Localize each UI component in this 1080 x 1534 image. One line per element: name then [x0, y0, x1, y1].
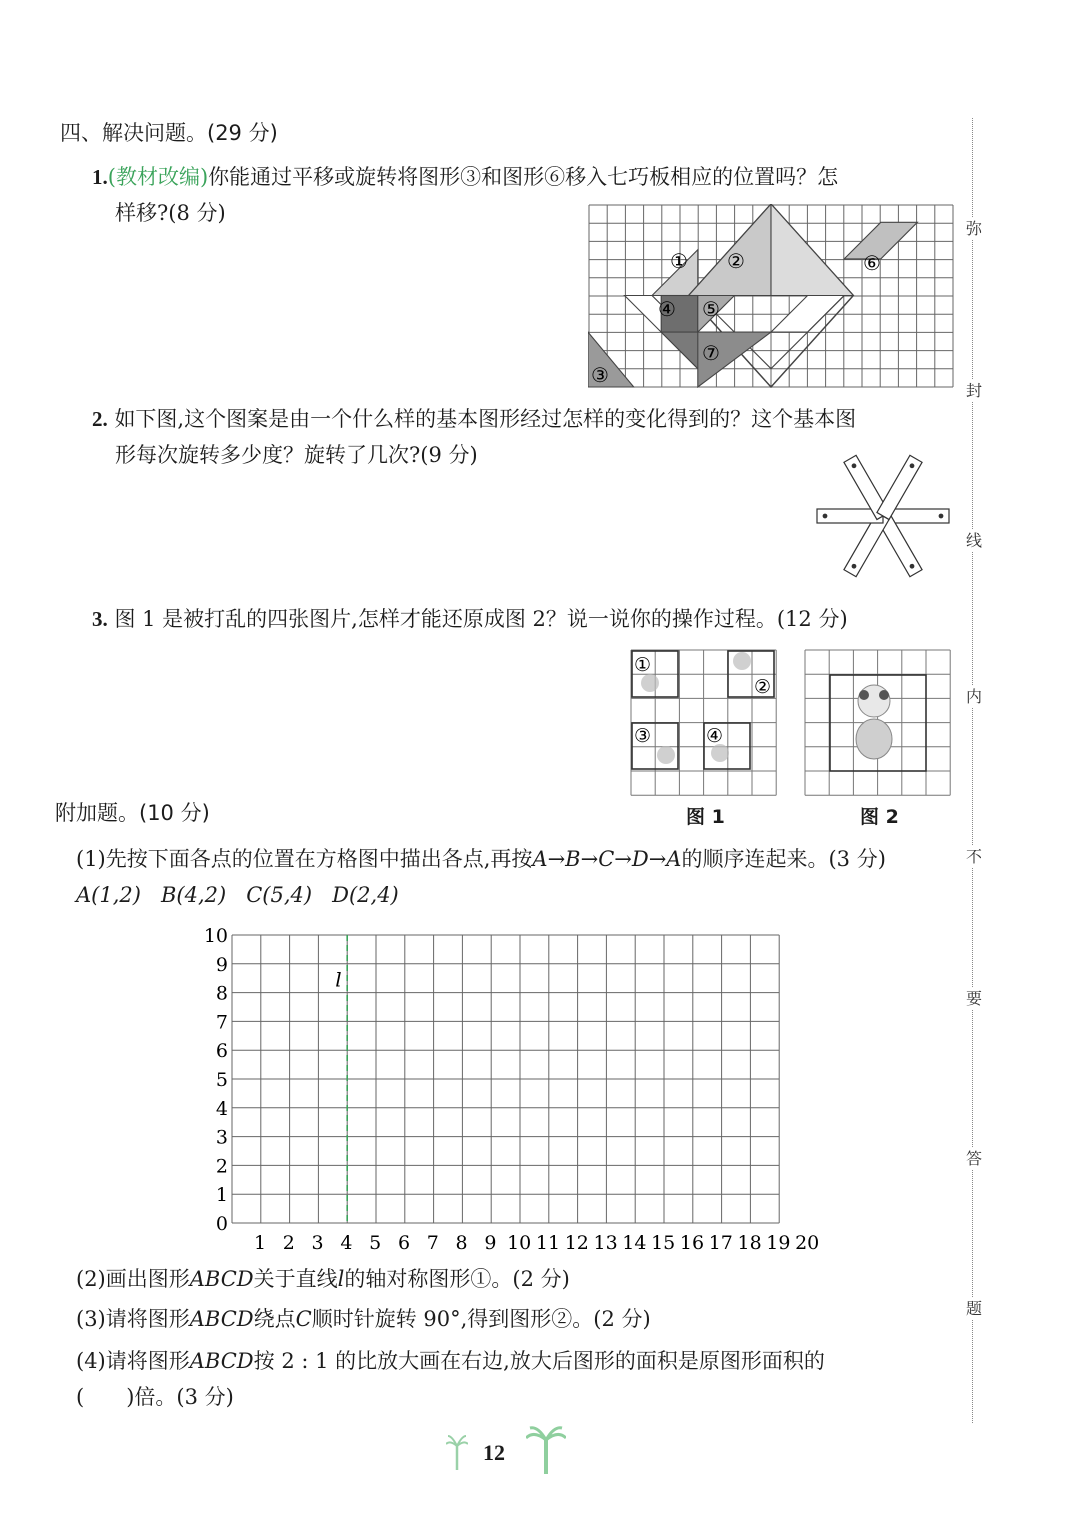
seal-dotted-line	[972, 118, 973, 1423]
seal-char: 内	[962, 686, 986, 708]
palm-tree-icon	[526, 1426, 566, 1476]
x-tick-label: 12	[564, 1232, 589, 1254]
text: 按 2 : 1 的比放大画在右边,放大后图形的面积是原图形面积的	[253, 1349, 825, 1373]
label-4: ④	[658, 297, 676, 321]
point-b: B(4,2)	[160, 883, 227, 907]
page-number: 12	[483, 1440, 505, 1465]
y-axis-labels	[204, 925, 228, 1235]
x-tick-label: 17	[708, 1232, 733, 1254]
tangram-grid-figure	[588, 204, 954, 388]
label-2: ②	[754, 676, 772, 698]
seal-line	[965, 118, 982, 1423]
question-2-line2: 形每次旋转多少度？旋转了几次?(9 分)	[115, 443, 478, 467]
bonus-part-3	[76, 1304, 651, 1334]
label-5: ⑤	[702, 297, 720, 321]
text: (1)先按下面各点的位置在方格图中描出各点,再按	[76, 847, 533, 871]
point-sequence: A→B→C→D→A	[532, 847, 682, 871]
figure-1-scrambled	[630, 649, 778, 797]
section-heading: 四、解决问题。(29 分)	[60, 121, 278, 145]
text: 绕点	[253, 1307, 296, 1331]
bonus-part-4-line2: ( )倍。(3 分)	[76, 1385, 234, 1409]
line-name: l	[337, 1267, 345, 1291]
palm-tree-icon	[446, 1432, 468, 1472]
y-tick-label: 5	[215, 1069, 228, 1091]
x-tick-label: 6	[397, 1232, 411, 1254]
panda-fragment	[733, 652, 751, 670]
seal-char: 要	[962, 988, 986, 1010]
text: 的顺序连起来。(3 分)	[681, 847, 886, 871]
text: (2)画出图形	[76, 1267, 190, 1291]
question-text: 你能通过平移或旋转将图形③和图形⑥移入七巧板相应的位置吗？怎	[208, 165, 839, 189]
x-tick-label: 19	[766, 1232, 791, 1254]
point-c: C(5,4)	[246, 883, 313, 907]
line-l-label: l	[335, 967, 342, 992]
figure-name: ABCD	[189, 1267, 254, 1291]
text: (4)请将图形	[76, 1349, 190, 1373]
tangram-piece-2-fill	[771, 204, 853, 296]
figure-2-restored	[804, 649, 952, 797]
panda-fragment	[641, 674, 659, 692]
seal-char: 弥	[962, 218, 986, 240]
figure-1-caption: 图 1	[686, 806, 725, 828]
x-tick-label: 13	[593, 1232, 618, 1254]
coordinate-grid-lines	[232, 935, 779, 1223]
x-tick-label: 8	[455, 1232, 468, 1254]
point-a: A(1,2)	[76, 883, 141, 907]
source-tag: (教材改编)	[107, 165, 209, 189]
x-tick-label: 14	[622, 1232, 647, 1254]
label-3: ③	[634, 725, 652, 747]
text: 顺时针旋转 90°,得到图形②。(2 分)	[311, 1307, 651, 1331]
point-name: C	[295, 1307, 312, 1331]
x-tick-label: 9	[484, 1232, 497, 1254]
y-tick-label: 0	[215, 1213, 228, 1235]
text: 的轴对称图形①。(2 分)	[344, 1267, 570, 1291]
point-d: D(2,4)	[332, 883, 399, 907]
question-number: 1.	[92, 165, 108, 189]
question-1-line1	[92, 162, 838, 192]
panda-picture	[856, 685, 892, 759]
x-tick-label: 18	[737, 1232, 762, 1254]
point-list	[76, 880, 399, 910]
x-tick-label: 7	[426, 1232, 439, 1254]
label-1: ①	[670, 249, 688, 273]
seal-char: 线	[962, 530, 986, 552]
x-tick-label: 1	[253, 1232, 267, 1254]
y-tick-label: 4	[215, 1097, 228, 1120]
panda-fragment	[657, 746, 675, 764]
question-1-line2: 样移?(8 分)	[115, 201, 226, 225]
figure-name: ABCD	[189, 1307, 254, 1331]
y-tick-label: 10	[203, 925, 228, 947]
label-1: ①	[634, 654, 652, 676]
x-tick-label: 4	[340, 1232, 353, 1254]
x-tick-label: 3	[311, 1232, 324, 1254]
text: (3)请将图形	[76, 1307, 190, 1331]
question-2-line1	[92, 404, 856, 434]
label-6: ⑥	[863, 251, 881, 275]
label-2: ②	[727, 249, 745, 273]
question-text: 如下图,这个图案是由一个什么样的基本图形经过怎样的变化得到的？这个基本图	[114, 407, 857, 431]
x-tick-label: 20	[795, 1232, 820, 1254]
figure-name: ABCD	[189, 1349, 254, 1373]
question-text: 图 1 是被打乱的四张图片,怎样才能还原成图 2？说一说你的操作过程。(12 分)	[114, 607, 848, 631]
bonus-part-4-line1	[76, 1346, 825, 1376]
label-4: ④	[706, 725, 724, 747]
x-tick-label: 15	[651, 1232, 676, 1254]
question-3-line	[92, 604, 848, 634]
label-3: ③	[591, 363, 609, 387]
y-tick-label: 3	[215, 1126, 228, 1149]
y-tick-label: 7	[215, 1011, 228, 1034]
y-tick-label: 9	[215, 953, 228, 976]
question-number: 2.	[92, 407, 108, 431]
x-tick-label: 2	[282, 1232, 295, 1254]
bonus-part-1	[76, 844, 886, 874]
y-tick-label: 6	[215, 1040, 228, 1063]
question-number: 3.	[92, 607, 108, 631]
x-axis-labels	[254, 1232, 819, 1254]
seal-char: 不	[962, 846, 986, 868]
y-tick-label: 8	[215, 982, 228, 1005]
bonus-part-2	[76, 1264, 570, 1294]
y-tick-label: 2	[215, 1155, 228, 1178]
coordinate-grid	[200, 922, 820, 1262]
seal-char: 封	[962, 380, 986, 402]
seal-char: 题	[962, 1298, 986, 1320]
y-tick-label: 1	[215, 1184, 228, 1207]
x-tick-label: 10	[507, 1232, 532, 1254]
x-tick-label: 5	[369, 1232, 382, 1254]
label-7: ⑦	[702, 341, 720, 365]
x-tick-label: 16	[679, 1232, 705, 1254]
seal-char: 答	[962, 1148, 986, 1170]
x-tick-label: 11	[535, 1232, 561, 1254]
text: 关于直线	[253, 1267, 338, 1291]
bonus-heading: 附加题。(10 分)	[55, 801, 210, 825]
figure-2-caption: 图 2	[860, 806, 899, 828]
pinwheel-figure	[812, 452, 954, 582]
